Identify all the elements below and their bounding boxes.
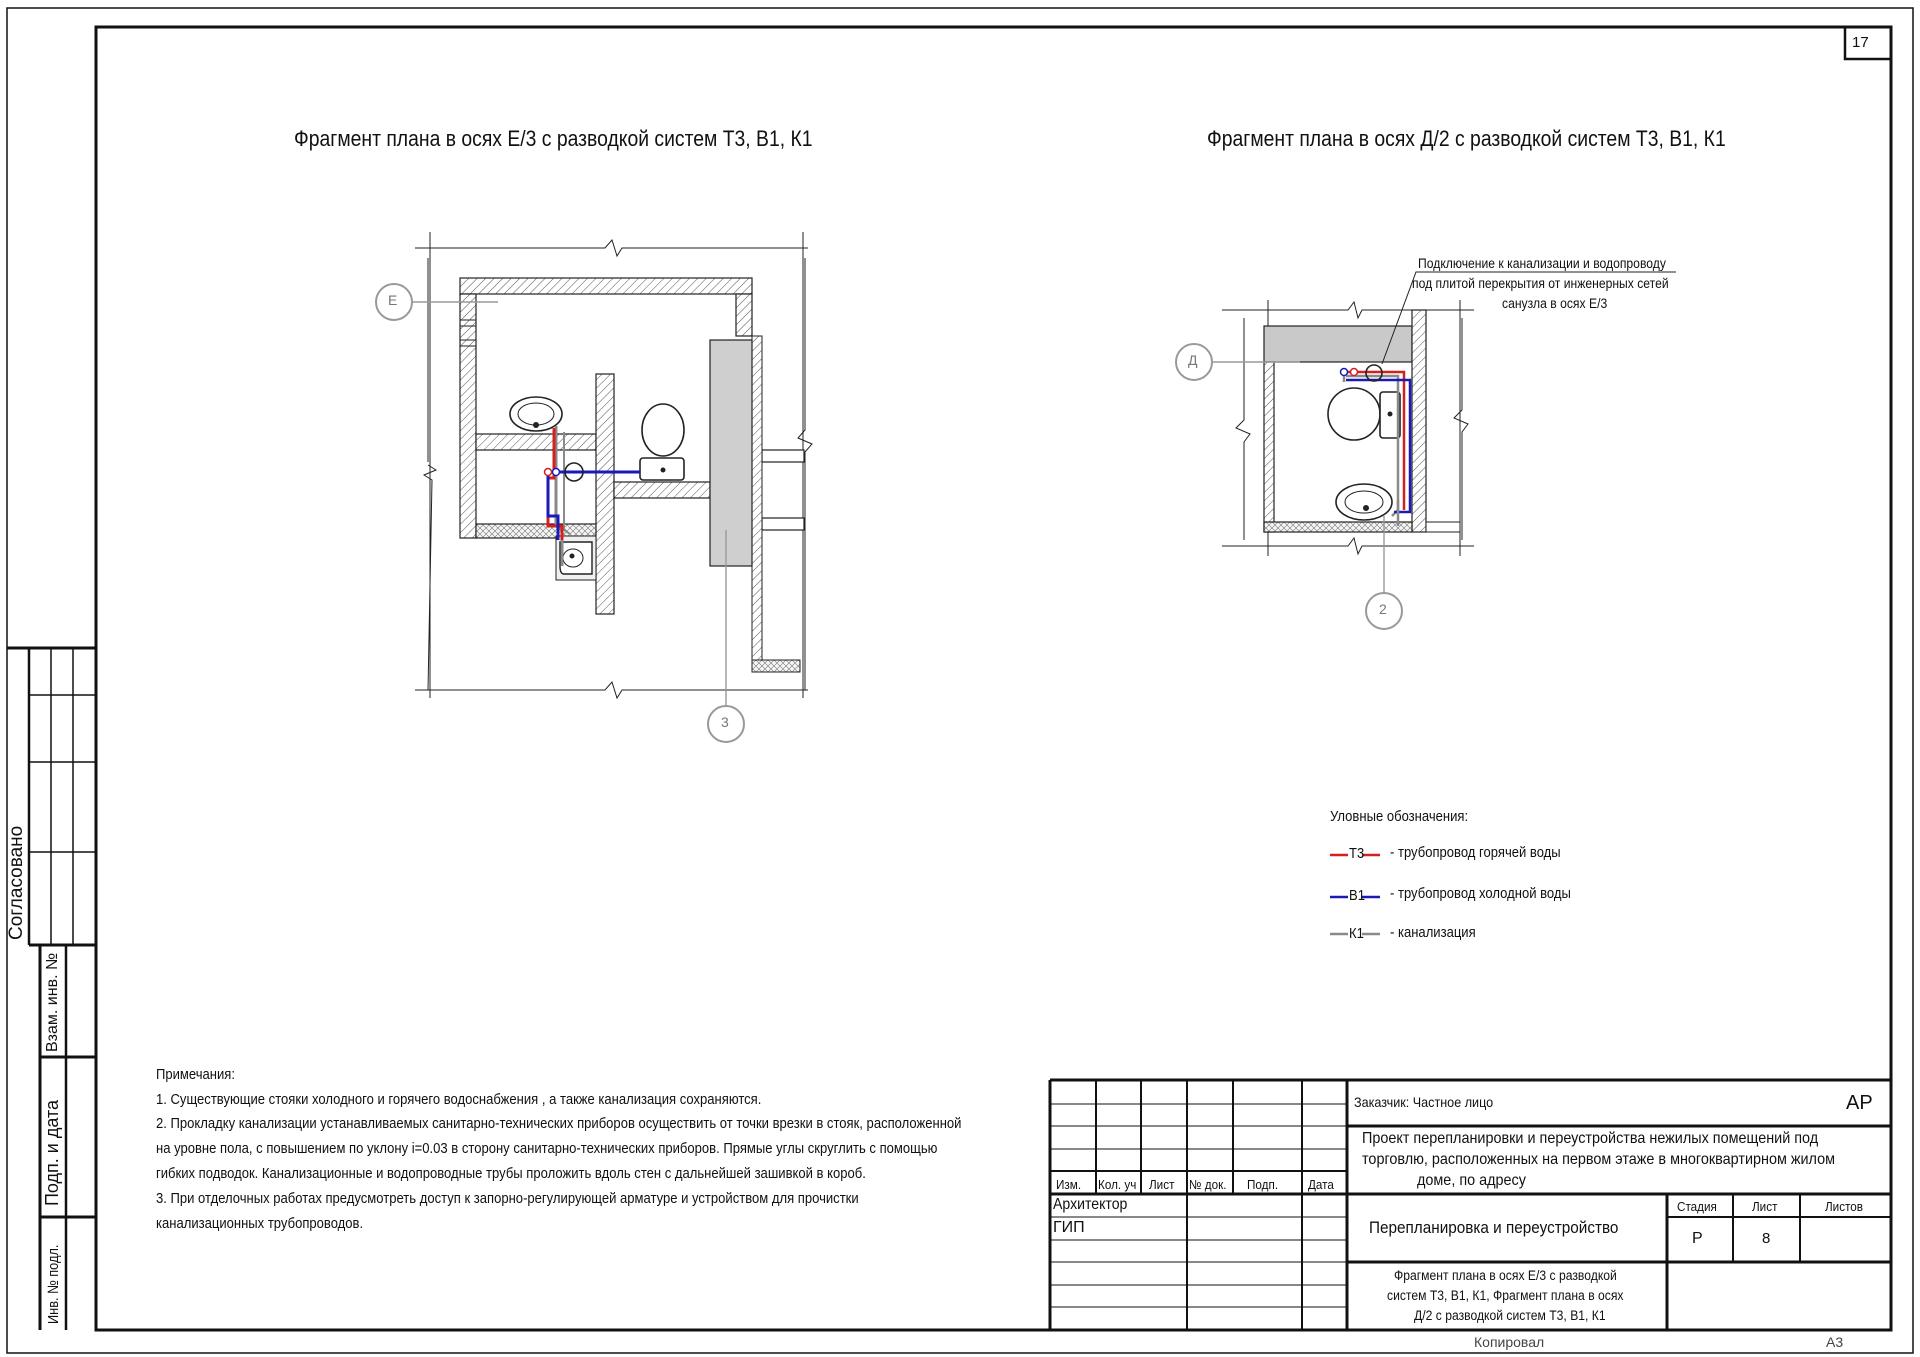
tb-header-date: Дата — [1308, 1177, 1334, 1192]
callout-line-2: под плитой перекрытия от инженерных сетей — [1412, 276, 1669, 291]
tb-sheet-title-3: Д/2 с разводкой систем Т3, В1, К1 — [1414, 1308, 1606, 1323]
sheet-format: А3 — [1826, 1334, 1844, 1350]
tb-section: Перепланировка и переустройство — [1369, 1218, 1619, 1237]
axis-2-label: 2 — [1379, 601, 1387, 617]
tb-sheet-value: 8 — [1762, 1230, 1771, 1247]
legend-text-t3: - трубопровод горячей воды — [1390, 845, 1561, 861]
notes-line-2: 2. Прокладку канализации устанавливаемых санитарно-технических приборов осуществить от точки врезки в стояк, расположенной — [156, 1116, 962, 1132]
plan-right-drawing — [1176, 272, 1676, 629]
axis-3-label: 3 — [721, 714, 729, 730]
plan-left-drawing — [376, 232, 812, 742]
notes-title: Примечания: — [156, 1067, 235, 1083]
plan-right-title: Фрагмент плана в осях Д/2 с разводкой систем Т3, В1, К1 — [1207, 126, 1726, 151]
tb-stage-value: Р — [1692, 1230, 1703, 1247]
tb-sheets-label: Листов — [1825, 1199, 1864, 1214]
tb-code: АР — [1846, 1092, 1873, 1114]
tb-sheet-title-1: Фрагмент плана в осях Е/3 с разводкой — [1394, 1268, 1617, 1283]
page-number: 17 — [1852, 34, 1869, 51]
tb-stage-label: Стадия — [1677, 1199, 1717, 1214]
tb-role-gip: ГИП — [1053, 1219, 1085, 1236]
tb-header-sign: Подп. — [1247, 1177, 1279, 1192]
tb-project-line-3: доме, по адресу — [1417, 1172, 1526, 1189]
callout-line-3: санузла в осях Е/3 — [1502, 296, 1608, 311]
tb-header-list: Лист — [1149, 1177, 1175, 1192]
tb-header-izm: Изм. — [1056, 1177, 1082, 1192]
tb-sheet-label: Лист — [1752, 1199, 1778, 1214]
axis-e-label: Е — [388, 292, 398, 308]
copied-by: Копировал — [1474, 1334, 1545, 1350]
notes-line-1: 1. Существующие стояки холодного и горячего водоснабжения , а также канализация сохраняются. — [156, 1092, 762, 1108]
tb-header-kol: Кол. уч — [1098, 1177, 1137, 1192]
legend-text-k1: - канализация — [1390, 925, 1476, 941]
tb-project-line-2: торговлю, расположенных на первом этаже в многоквартирном жилом — [1362, 1151, 1836, 1168]
tb-sheet-title-2: систем Т3, В1, К1, Фрагмент плана в осях — [1387, 1288, 1624, 1303]
tb-role-architect: Архитектор — [1053, 1196, 1128, 1213]
axis-d-label: Д — [1188, 352, 1198, 368]
legend-text-b1: - трубопровод холодной воды — [1390, 886, 1571, 902]
legend-code-t3: Т3 — [1349, 846, 1365, 862]
plan-left-title: Фрагмент плана в осях Е/3 с разводкой систем Т3, В1, К1 — [294, 126, 813, 151]
legend-title: Уловные обозначения: — [1330, 809, 1469, 825]
notes-line-4: гибких подводок. Канализационные и водопроводные трубы проложить вдоль стен с дальнейшей зашивкой в короб. — [156, 1166, 866, 1182]
stamp-agreed: Согласовано — [6, 825, 27, 940]
notes-line-6: канализационных трубопроводов. — [156, 1216, 364, 1232]
notes-line-5: 3. При отделочных работах предусмотреть доступ к запорно-регулирующей арматуре и устройством для прочистки — [156, 1191, 859, 1207]
stamp-replace-inv: Взам. инв. № — [44, 952, 61, 1052]
legend-code-b1: В1 — [1349, 888, 1365, 904]
notes-line-3: на уровне пола, с повышением по уклону i=0.03 в сторону санитарно-технических приборов. Прямые углы скруглить с помощью — [156, 1141, 938, 1157]
stamp-inv-no: Инв. № подл. — [45, 1244, 62, 1324]
legend-code-k1: К1 — [1349, 926, 1364, 942]
tb-customer: Заказчик: Частное лицо — [1354, 1094, 1494, 1110]
tb-header-doc: № док. — [1189, 1177, 1227, 1192]
stamp-sign-date: Подп. и дата — [42, 1099, 62, 1206]
callout-line-1: Подключение к канализации и водопроводу — [1418, 256, 1666, 271]
tb-project-line-1: Проект перепланировки и переустройства нежилых помещений под — [1362, 1130, 1819, 1147]
